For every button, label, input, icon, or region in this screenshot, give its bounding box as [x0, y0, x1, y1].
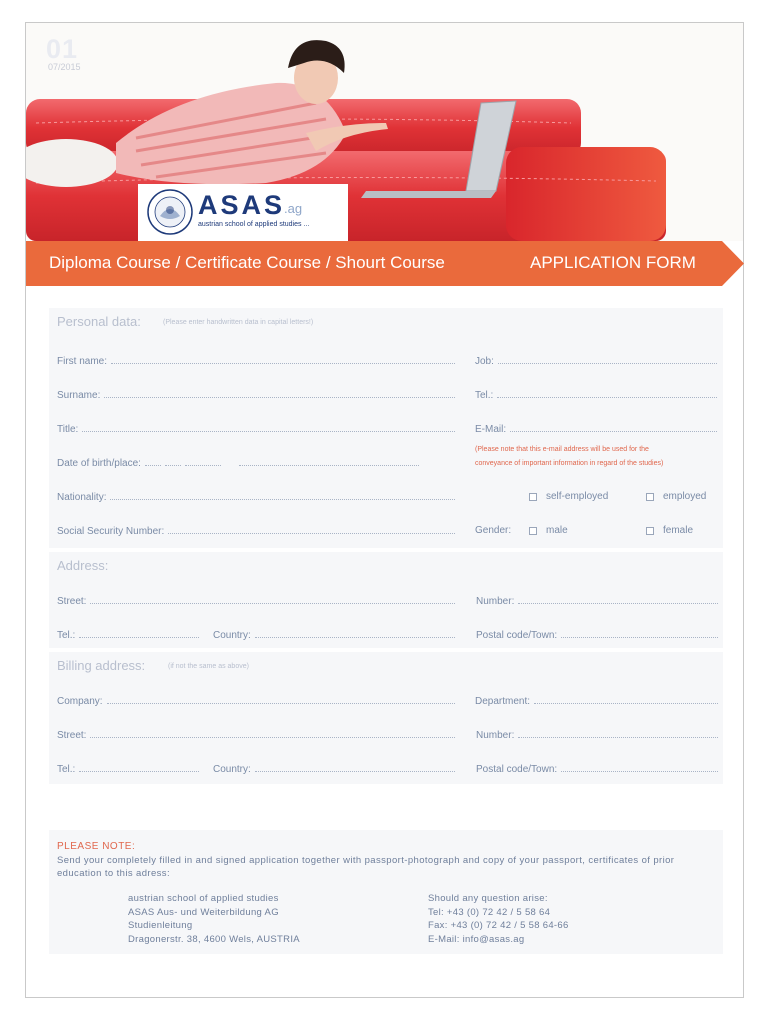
school-address [128, 892, 300, 946]
self-employed-checkbox[interactable] [529, 493, 537, 501]
billing-country-field[interactable] [213, 762, 455, 776]
address-country-label: Country: [213, 630, 251, 641]
contact-line: Tel: +43 (0) 72 42 / 5 58 64 [428, 906, 551, 918]
address-postal-line[interactable] [561, 628, 718, 638]
billing-street-line[interactable] [90, 728, 455, 738]
tel-field[interactable] [475, 388, 717, 402]
email-note [475, 443, 663, 471]
dob-label: Date of birth/place: [57, 458, 141, 469]
billing-number-line[interactable] [518, 728, 718, 738]
logo-tagline: austrian school of applied studies ... [198, 221, 310, 228]
nationality-field[interactable] [57, 490, 455, 504]
first-name-line[interactable] [111, 354, 455, 364]
billing-tel-field[interactable] [57, 762, 199, 776]
female-checkbox[interactable] [646, 527, 654, 535]
banner-title: APPLICATION FORM [530, 253, 696, 272]
address-panel [49, 552, 723, 648]
address-country-line[interactable] [255, 628, 455, 638]
logo-name: ASAS [198, 190, 286, 220]
personal-data-note: (Please enter handwritten data in capital letters!) [163, 319, 314, 326]
billing-department-line[interactable] [534, 694, 718, 704]
address-number-label: Number: [476, 596, 515, 607]
contact-email[interactable]: E-Mail: info@asas.ag [428, 933, 525, 945]
seal-icon [146, 188, 194, 236]
nationality-line[interactable] [110, 490, 455, 500]
contact-info [428, 892, 569, 946]
personal-data-heading: Personal data: [57, 314, 141, 329]
issue-number: 01 [46, 34, 79, 64]
please-note-body: Send your completely filled in and signed application together with passport-photograph and copy of your passport, certificates of prior education to this adress: [57, 855, 675, 879]
job-line[interactable] [498, 354, 717, 364]
surname-line[interactable] [104, 388, 455, 398]
personal-data-panel [49, 308, 723, 548]
dob-field[interactable] [57, 456, 455, 470]
ssn-field[interactable] [57, 524, 455, 538]
contact-line: Should any question arise: [428, 893, 548, 904]
billing-country-line[interactable] [255, 762, 455, 772]
address-street-label: Street: [57, 596, 87, 607]
school-address-line: ASAS Aus- und Weiterbildung AG [128, 906, 279, 918]
male-checkbox[interactable] [529, 527, 537, 535]
gender-label: Gender: [475, 525, 512, 536]
employed-label: employed [663, 491, 707, 502]
billing-postal-label: Postal code/Town: [476, 764, 558, 775]
address-tel-field[interactable] [57, 628, 199, 642]
address-street-line[interactable] [90, 594, 455, 604]
first-name-label: First name: [57, 356, 108, 367]
nationality-label: Nationality: [57, 492, 107, 503]
banner-subtitle: Diploma Course / Certificate Course / Shourt Course [49, 253, 445, 272]
email-label: E-Mail: [475, 424, 507, 435]
billing-department-field[interactable] [475, 694, 718, 708]
address-postal-field[interactable] [476, 628, 718, 642]
surname-label: Surname: [57, 390, 101, 401]
address-number-field[interactable] [476, 594, 718, 608]
job-field[interactable] [475, 354, 717, 368]
billing-department-label: Department: [475, 696, 531, 707]
tel-label: Tel.: [475, 390, 494, 401]
self-employed-label: self-employed [546, 491, 609, 502]
logo-suffix: .ag [284, 201, 303, 216]
email-note-line-2: conveyance of important information in regard of the studies) [475, 460, 664, 467]
school-address-line: Dragonerstr. 38, 4600 Wels, AUSTRIA [128, 933, 300, 945]
billing-tel-label: Tel.: [57, 764, 76, 775]
issue-date: 07/2015 [48, 62, 81, 72]
billing-company-line[interactable] [107, 694, 455, 704]
contact-line: Fax: +43 (0) 72 42 / 5 58 64-66 [428, 920, 569, 931]
address-tel-line[interactable] [79, 628, 199, 638]
billing-heading: Billing address: [57, 658, 146, 673]
address-number-line[interactable] [518, 594, 718, 604]
billing-company-label: Company: [57, 696, 103, 707]
billing-country-label: Country: [213, 764, 251, 775]
dob-day-line[interactable] [145, 456, 161, 466]
title-label: Title: [57, 424, 79, 435]
address-country-field[interactable] [213, 628, 455, 642]
billing-tel-line[interactable] [79, 762, 199, 772]
employed-checkbox[interactable] [646, 493, 654, 501]
billing-postal-field[interactable] [476, 762, 718, 776]
billing-note: (if not the same as above) [168, 663, 249, 670]
email-field[interactable] [475, 422, 717, 436]
title-field[interactable] [57, 422, 455, 436]
dob-year-line[interactable] [185, 456, 221, 466]
email-line[interactable] [510, 422, 717, 432]
billing-number-field[interactable] [476, 728, 718, 742]
female-label: female [663, 525, 694, 536]
billing-street-field[interactable] [57, 728, 455, 742]
hero-illustration [26, 23, 743, 241]
billing-company-field[interactable] [57, 694, 455, 708]
title-line[interactable] [82, 422, 455, 432]
first-name-field[interactable] [57, 354, 455, 368]
address-heading: Address: [57, 558, 109, 573]
please-note-title: PLEASE NOTE: [57, 841, 136, 852]
email-note-line-1: (Please note that this e-mail address will be used for the [475, 446, 649, 453]
ssn-line[interactable] [168, 524, 455, 534]
address-street-field[interactable] [57, 594, 455, 608]
tel-line[interactable] [497, 388, 717, 398]
ssn-label: Social Security Number: [57, 526, 165, 537]
birth-place-line[interactable] [239, 456, 419, 466]
hero-photo [26, 23, 743, 241]
job-label: Job: [475, 356, 494, 367]
billing-number-label: Number: [476, 730, 515, 741]
billing-street-label: Street: [57, 730, 87, 741]
address-tel-label: Tel.: [57, 630, 76, 641]
school-address-line: austrian school of applied studies [128, 893, 279, 904]
address-postal-label: Postal code/Town: [476, 630, 558, 641]
billing-postal-line[interactable] [561, 762, 718, 772]
billing-address-panel [49, 652, 723, 784]
male-label: male [546, 525, 568, 536]
please-note-panel [49, 830, 723, 954]
surname-field[interactable] [57, 388, 455, 402]
school-address-line: Studienleitung [128, 920, 193, 931]
dob-month-line[interactable] [165, 456, 181, 466]
title-banner [26, 241, 744, 286]
